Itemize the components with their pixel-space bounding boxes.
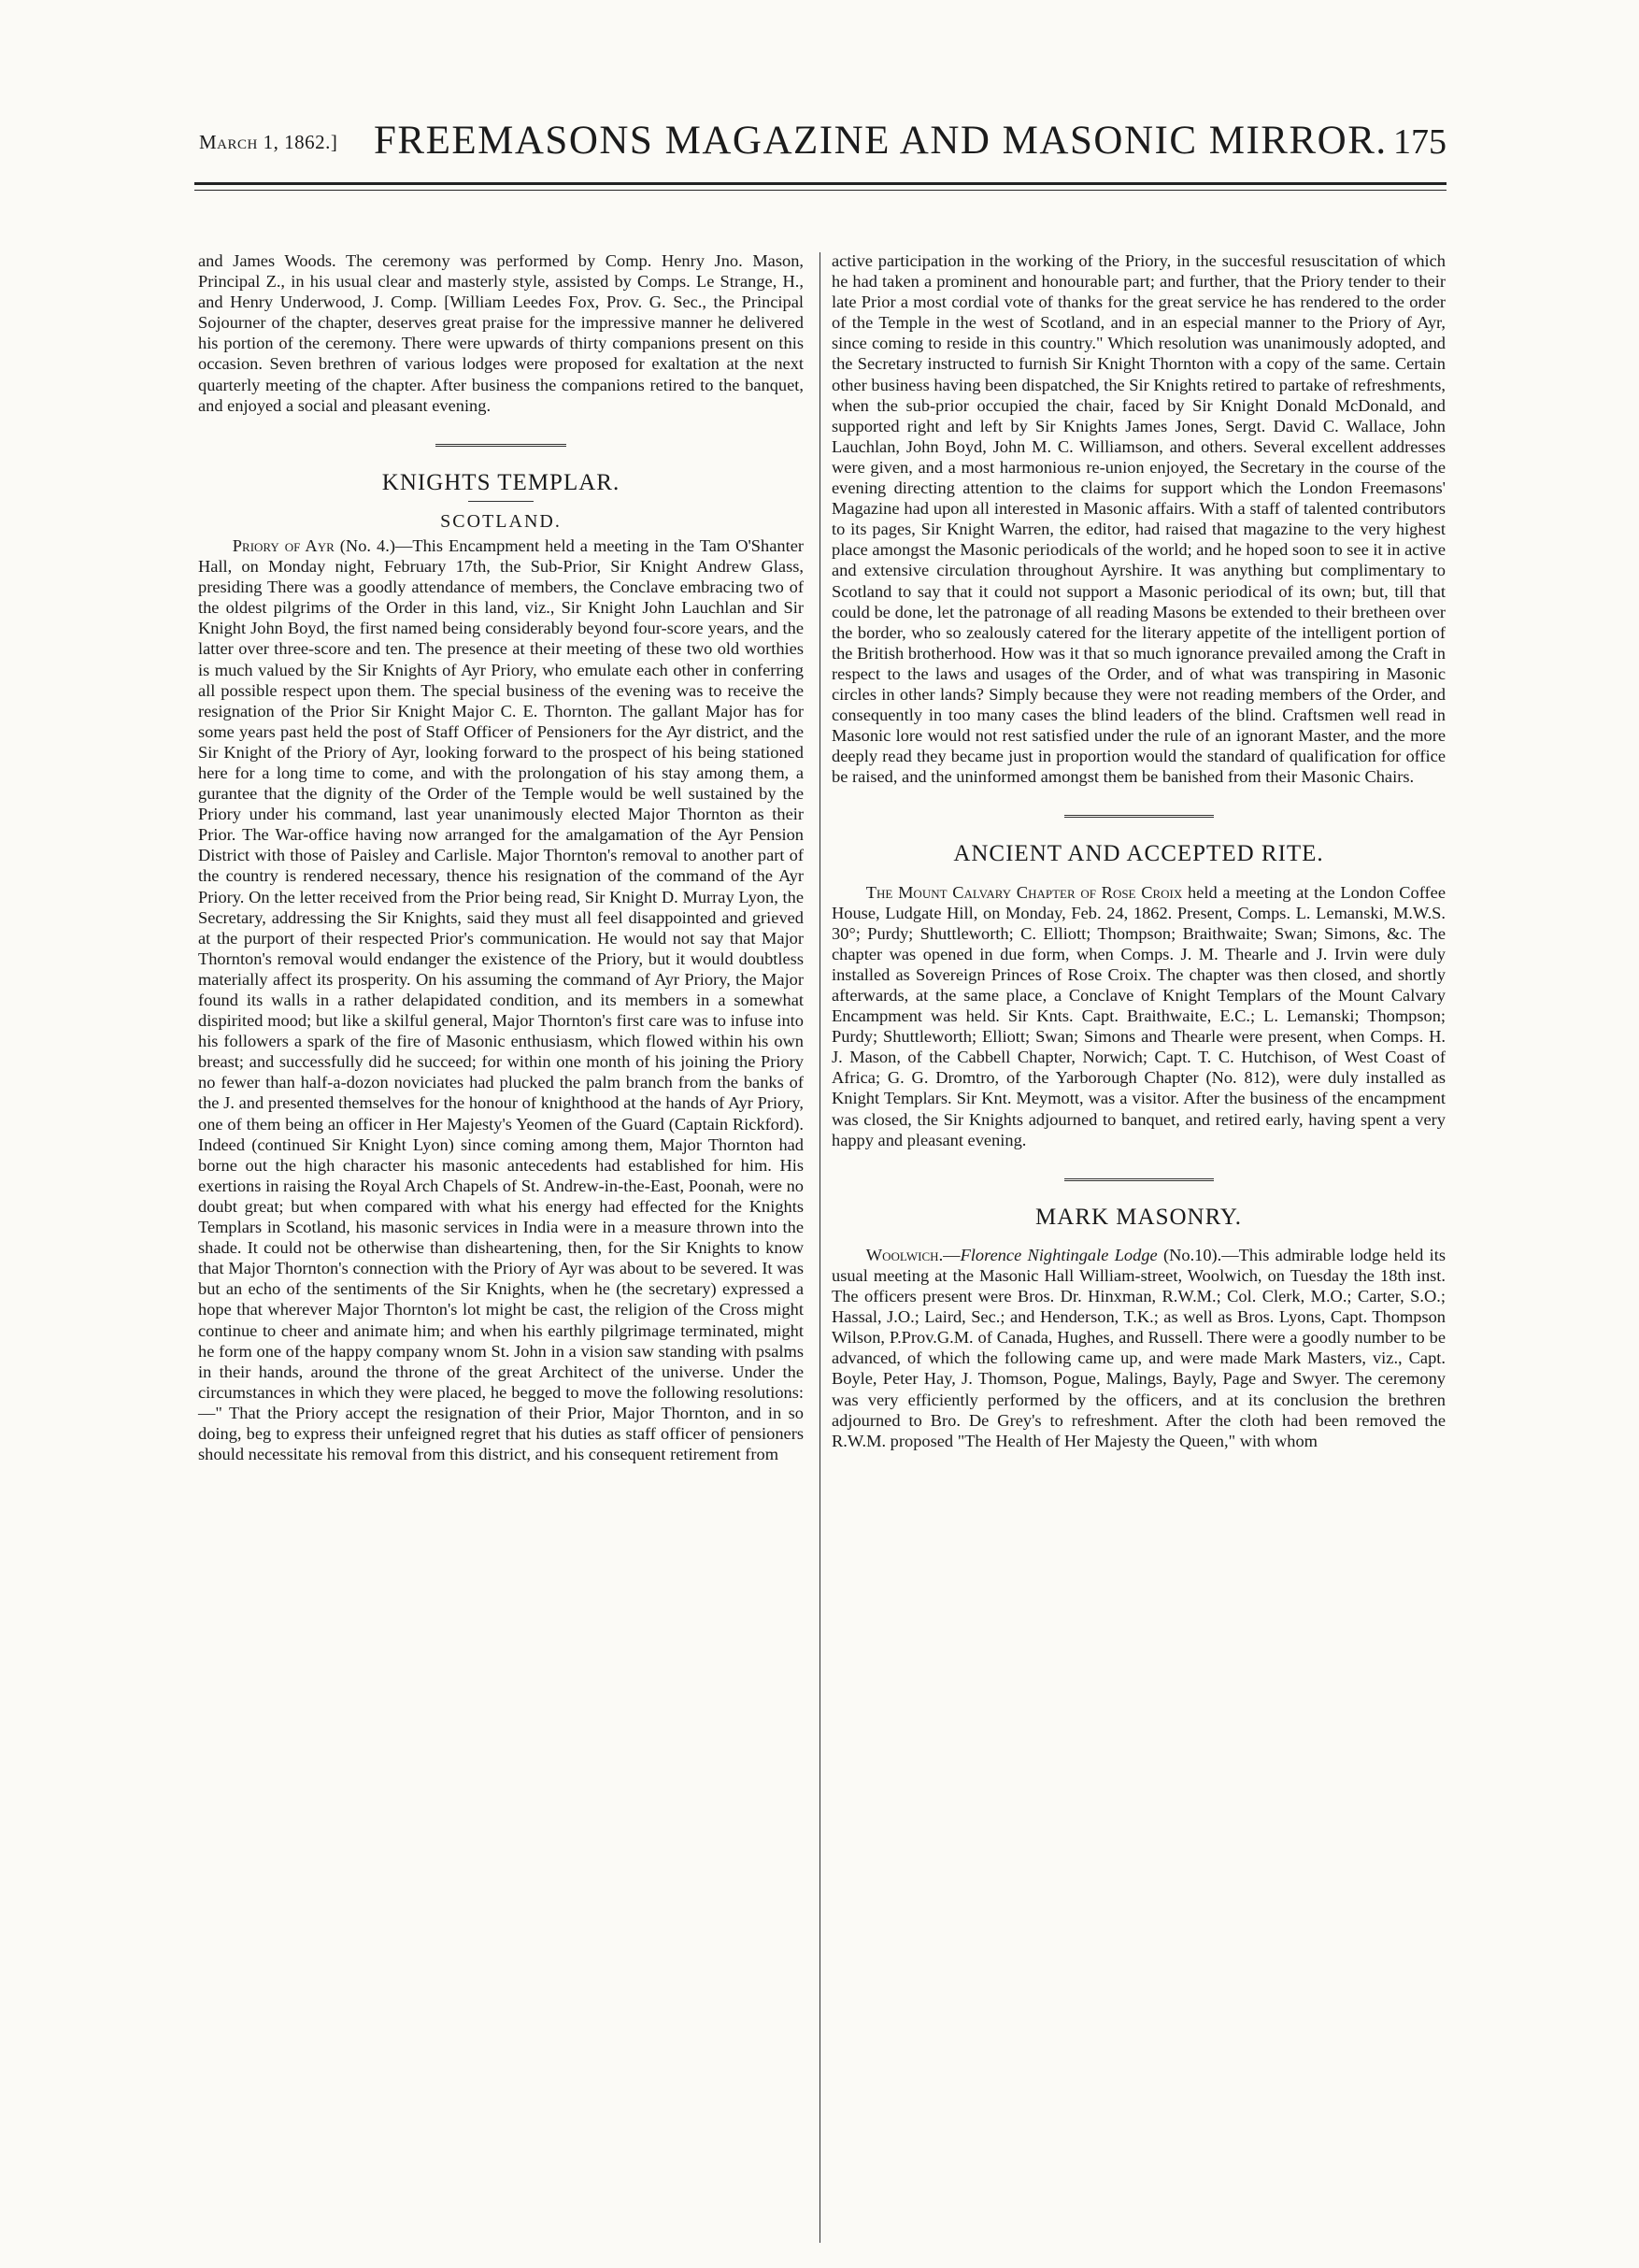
page-number: 175 [1393, 122, 1447, 162]
left-column [198, 250, 804, 1464]
article-paragraph [832, 882, 1446, 1150]
masthead [192, 110, 1447, 166]
section-separator [1064, 1178, 1214, 1181]
continued-paragraph: active participation in the working of the Priory, in the succesful resuscitation of which he had taken a prominent and honourable part; and further, that the Priory tender to their late Prior a most cordial vote of thanks for the great service he has rendered to the order of the Temple in the west of Scotland, and in an especial manner to the Priory of Ayr, since coming to reside in this country." Which resolution was unanimously adopted, and the Secretary instructed to furnish Sir Knight Thornton with a copy of the same. Certain other business having been dispatched, the Sir Knights retired to partake of refreshments, when the sub-prior occupied the chair, faced by Sir Knight Donald McDonald, and supported right and left by Sir Knights James Jones, Sergt. David C. Wallace, John Lauchlan, John Boyd, John M. C. Williamson, and others. Several excellent addresses were given, and a most harmonious re-union enjoyed, the Secretary in the course of the evening directing attention to the claims for support which the London Freemasons' Magazine had upon all interested in Masonic affairs. With a staff of talented contributors to its pages, Sir Knight Warren, the editor, had raised that magazine to the very highest place amongst the Masonic periodicals of the world; and he hoped soon to see it in active and extensive circulation throughout Ayrshire. It was anything but complimentary to Scotland to say that it could not support a Masonic periodical of its own; but, till that could be done, let the patronage of all reading Masons be extended to their bretheen over the border, who so zealously catered for the literary appetite of the intelligent portion of the British brotherhood. How was it that so much ignorance prevailed among the Craft in respect to the laws and usages of the Order, and of what was transpiring in Masonic circles in other lands? Simply because they were not reading members of the Order, and consequently in too many cases the blind leaders of the blind. Craftsmen well read in Masonic lore would not rest satisfied under the rule of an ignorant Master, and the more deeply read they became just in proportion would the standard of qualification for office be raised, and the uninformed amongst them be banished from their Masonic Chairs. [832, 251, 1446, 787]
section-heading-knights-templar: KNIGHTS TEMPLAR. [381, 469, 620, 495]
header-rule-thin [194, 190, 1447, 191]
issue-date: March 1, 1862.] [199, 131, 338, 153]
heading-rule [468, 501, 534, 502]
section-separator [435, 444, 566, 447]
continued-paragraph: and James Woods. The ceremony was performed by Comp. Henry Jno. Mason, Principal Z., in his usual clear and masterly style, assisted by Comps. Le Strange, H., and Henry Underwood, J. Comp. [William Leedes Fox, Prov. G. Sec., the Principal Sojourner of the chapter, deserves great praise for the impressive manner he delivered his portion of the ceremony. There were upwards of thirty companions present on this occasion. Seven brethren of various lodges were proposed for exaltation at the next quarterly meeting of the chapter. After business the companions retired to the banquet, and enjoyed a social and pleasant evening. [198, 251, 804, 415]
article-body: (No.10).—This admirable lodge held its usual meeting at the Masonic Hall William-street, Woolwich, on Tuesday the 18th inst. The officers present were Bros. Dr. Hinxman, R.W.M.; Col. Clerk, M.O.; Carter, S.O.; Hassal, J.O.; Laird, Sec.; and Henderson, T.K.; as well as Bros. Lyons, Capt. Thompson Wilson, P.Prov.G.M. of Canada, Hughes, and Russell. There were a goodly number to be advanced, of which the following came up, and were made Mark Masters, viz., Capt. Boyle, Peter Hay, J. Thomson, Pogue, Malings, Bayly, Page and Swyer. The ceremony was very efficiently performed by the officers, and at its conclusion the brethren adjourned to Bro. De Grey's to refreshment. After the cloth had been removed the R.W.M. proposed "The Health of Her Majesty the Queen," with whom [832, 1245, 1446, 1450]
header-rule [194, 182, 1447, 185]
section-heading-mark-masonry: MARK MASONRY. [1035, 1204, 1242, 1230]
article-body: (No. 4.)—This Encampment held a meeting in the Tam O'Shanter Hall, on Monday night, February 17th, the Sub-Prior, Sir Knight Andrew Glass, presiding There was a goodly attendance of members, the Conclave embracing two of the oldest pilgrims of the Order in this land, viz., Sir Knight John Lauchlan and Sir Knight John Boyd, the first named being considerably beyond four-score years, and the latter over three-score and ten. The presence at their meeting of these two old worthies is much valued by the Sir Knights of Ayr Priory, who emulate each other in conferring all possible respect upon them. The special business of the evening was to receive the resignation of the Prior Sir Knight Major C. E. Thornton. The gallant Major has for some years past held the post of Staff Officer of Pensioners for the Ayr district, and the Sir Knight of the Priory of Ayr, looking forward to the prospect of his being stationed here for a long time to come, and with the prolongation of his stay among them, a gurantee that the dignity of the Order of the Temple would be well sustained by the Priory under his command, last year unanimously elected Major Thornton as their Prior. The War-office having now arranged for the amalgamation of the Ayr Pension District with those of Paisley and Carlisle. Major Thornton's removal to another part of the country is rendered necessary, thence his resignation of the command of the Ayr Priory. On the letter received from the Prior being read, Sir Knight D. Murray Lyon, the Secretary, addressing the Sir Knights, said they must all feel disappointed and grieved at the purport of their respected Prior's communication. He would not say that Major Thornton's removal would endanger the existence of the Priory, but it would doubtless materially affect its prosperity. On his assuming the command of Ayr Priory, the Major found its walls in a rather delapidated condition, and its members in a somewhat dispirited mood; but like a skilful general, Major Thornton's first care was to infuse into his followers a spark of the fire of Masonic enthusiasm, which flowed within his own breast; and successfully did he succeed; for within one month of his joining the Priory no fewer than half-a-dozon noviciates had plucked the palm branch from the banks of the J. and presented themselves for the honour of knighthood at the hands of Ayr Priory, one of them being an officer in Her Majesty's Yeomen of the Guard (Captain Rickford). Indeed (continued Sir Knight Lyon) since coming among them, Major Thornton had borne out the high character his masonic antecedents had established for him. His exertions in raising the Royal Arch Chapels of St. Andrew-in-the-East, Poonah, were no doubt great; but when compared with what his energy had effected for the Knights Templars in Scotland, his masonic services in India were in a measure thrown into the shade. It could not be otherwise than disheartening, then, for the Sir Knights to know that Major Thornton's connection with the Priory of Ayr was about to be severed. It was but an echo of the sentiments of the Sir Knights, when he (the secretary) expressed a hope that wherever Major Thornton's lot might be cast, the religion of the Cross might continue to cheer and animate him; and when his earthly pilgrimage terminated, might he form one of the happy company wnom St. John in a vision saw standing with psalms in their hands, around the throne of the great Architect of the universe. Under the circumstances in which they were placed, he begged to move the following resolutions:—" That the Priory accept the resignation of their Prior, Major Thornton, and in so doing, beg to express their unfeigned regret that his duties as staff officer of pensioners should necessitate his removal from this district, and his consequent retirement from [198, 535, 804, 1464]
lead-in: Priory of Ayr [232, 535, 335, 555]
subheading-scotland: SCOTLAND. [440, 510, 562, 532]
article-body: held a meeting at the London Coffee House, Ludgate Hill, on Monday, Feb. 24, 1862. Present, Comps. L. Lemanski, M.W.S. 30°; Purdy; Shuttleworth; C. Elliott; Thompson; Braithwaite; Swan; Simons, &c. The chapter was opened in due form, when Comps. J. M. Thearle and J. Irvin were duly installed as Sovereign Princes of Rose Croix. The chapter was then closed, and shortly afterwards, at the same place, a Conclave of Knight Templars of the Mount Calvary Encampment was held. Sir Knts. Capt. Braithwaite, E.C.; L. Lemanski; Thompson; Purdy; Shuttleworth; Elliott; Swan; Simons and Thearle were present, when Comps. H. J. Mason, of the Cabbell Chapter, Norwich; Capt. T. C. Hutchison, of West Coast of Africa; G. G. Dromtro, of the Yarborough Chapter (No. 812), were duly installed as Knight Templars. Sir Knt. Meymott, was a visitor. After the business of the encampment was closed, the Sir Knights adjourned to banquet, and retired early, having spent a very happy and pleasant evening. [832, 882, 1446, 1149]
article-paragraph: Woolwich.—Florence Nightingale Lodge (No.10).—This admirable lodge held its usual meeting at the Masonic Hall William-street, Woolwich, on Tuesday the 18th inst. The officers present were Bros. Dr. Hinxman, R.W.M.; Col. Clerk, M.O.; Carter, S.O.; Hassal, J.O.; Laird, Sec.; and Henderson, T.K.; as well as Bros. Lyons, Capt. Thompson Wilson, P.Prov.G.M. of Canada, Hughes, and Russell. There were a goodly number to be advanced, of which the following came up, and were made Mark Masters, viz., Capt. Boyle, Peter Hay, J. Thomson, Pogue, Malings, Bayly, Page and Swyer. The ceremony was very efficiently performed by the officers, and at its conclusion the brethren adjourned to Bro. De Grey's to refreshment. After the cloth had been removed the R.W.M. proposed "The Health of Her Majesty the Queen," with whom [832, 1245, 1446, 1450]
section-heading-ancient-rite: ANCIENT AND ACCEPTED RITE. [953, 841, 1324, 867]
article-paragraph [198, 535, 804, 1464]
lead-in: The Mount Calvary Chapter of Rose Croix [865, 882, 1183, 902]
lodge-name: Florence Nightingale Lodge [960, 1245, 1158, 1264]
right-column [832, 250, 1446, 1451]
lead-in: Woolwich. [865, 1245, 944, 1264]
section-separator [1064, 815, 1214, 818]
publication-title: FREEMASONS MAGAZINE AND MASONIC MIRROR. [374, 119, 1388, 163]
